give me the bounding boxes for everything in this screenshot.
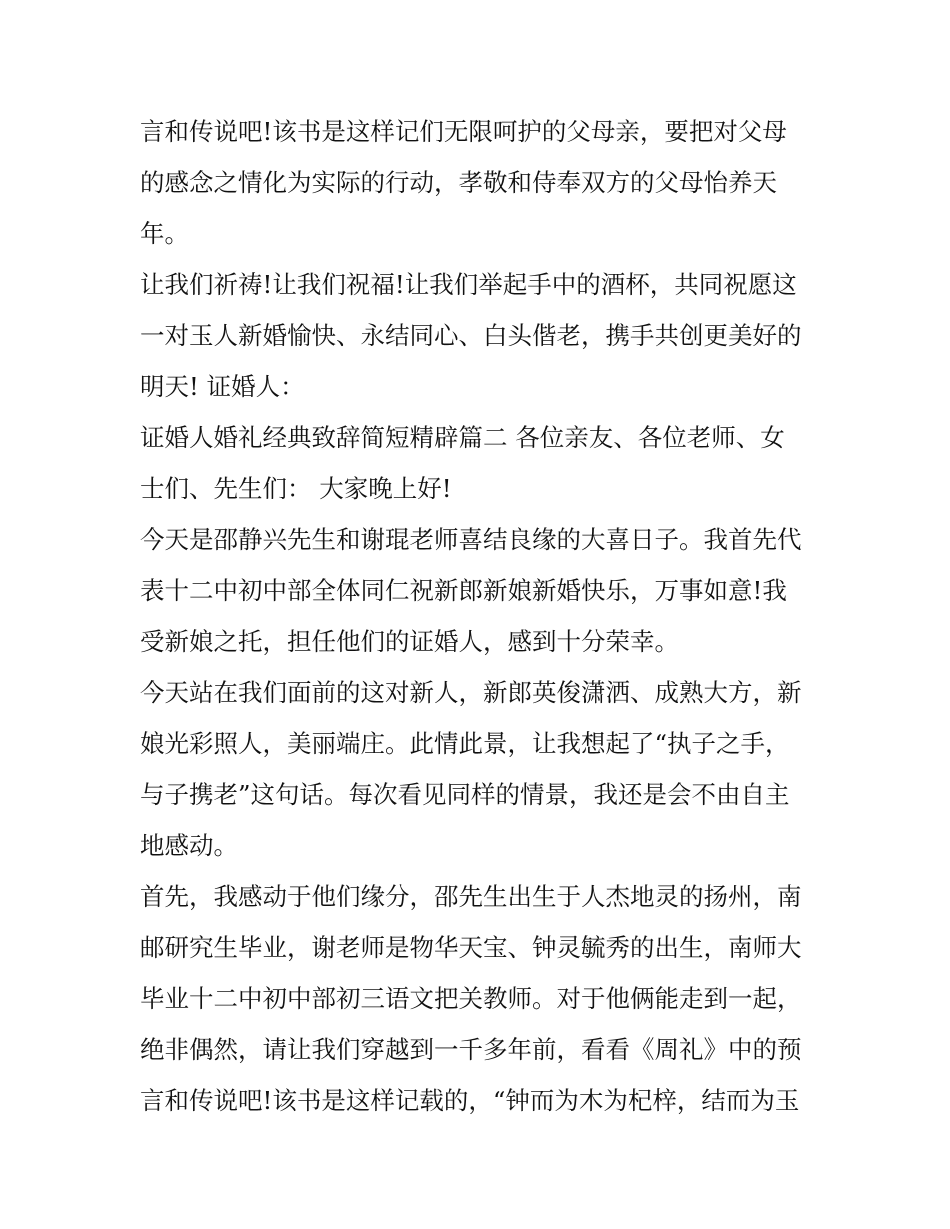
text-line: 今天站在我们面前的这对新人，新郎英俊潇洒、成熟大方，新 (140, 678, 802, 707)
text-line: 言和传说吧!该书是这样记们无限呵护的父母亲，要把对父母 (140, 117, 787, 146)
text-line: 表十二中初中部全体同仁祝新郎新娘新婚快乐，万事如意!我 (140, 576, 787, 605)
text-line: 士们、先生们： 大家晚上好! (140, 474, 452, 503)
text-line: 言和传说吧!该书是这样记载的，“钟而为木为杞梓，结而为玉 (140, 1086, 800, 1115)
text-line: 受新娘之托，担任他们的证婚人，感到十分荣幸。 (140, 627, 679, 656)
text-line: 证婚人婚礼经典致辞简短精辟篇二 各位亲友、各位老师、女 (140, 423, 785, 452)
text-line: 绝非偶然，请让我们穿越到一千多年前，看看《周礼》中的预 (140, 1035, 802, 1064)
text-line: 让我们祈祷!让我们祝福!让我们举起手中的酒杯，共同祝愿这 (140, 270, 797, 299)
text-line: 邮研究生毕业，谢老师是物华天宝、钟灵毓秀的出生，南师大 (140, 933, 802, 962)
text-line: 一对玉人新婚愉快、永结同心、白头偕老，携手共创更美好的 (140, 321, 802, 350)
text-line: 明天! 证婚人： (140, 372, 305, 401)
text-line: 地感动。 (140, 831, 238, 860)
text-line: 毕业十二中初中部初三语文把关教师。对于他俩能走到一起， (140, 984, 802, 1013)
document-body-text (140, 106, 820, 1126)
text-line: 年。 (140, 219, 189, 248)
text-line: 与子携老”这句话。每次看见同样的情景，我还是会不由自主 (140, 780, 790, 809)
text-line: 娘光彩照人，美丽端庄。此情此景，让我想起了“执子之手， (140, 729, 790, 758)
text-line: 首先，我感动于他们缘分，邵先生出生于人杰地灵的扬州，南 (140, 882, 802, 911)
text-line: 今天是邵静兴先生和谢琨老师喜结良缘的大喜日子。我首先代 (140, 525, 802, 554)
text-line: 的感念之情化为实际的行动，孝敬和侍奉双方的父母怡养天 (140, 168, 777, 197)
